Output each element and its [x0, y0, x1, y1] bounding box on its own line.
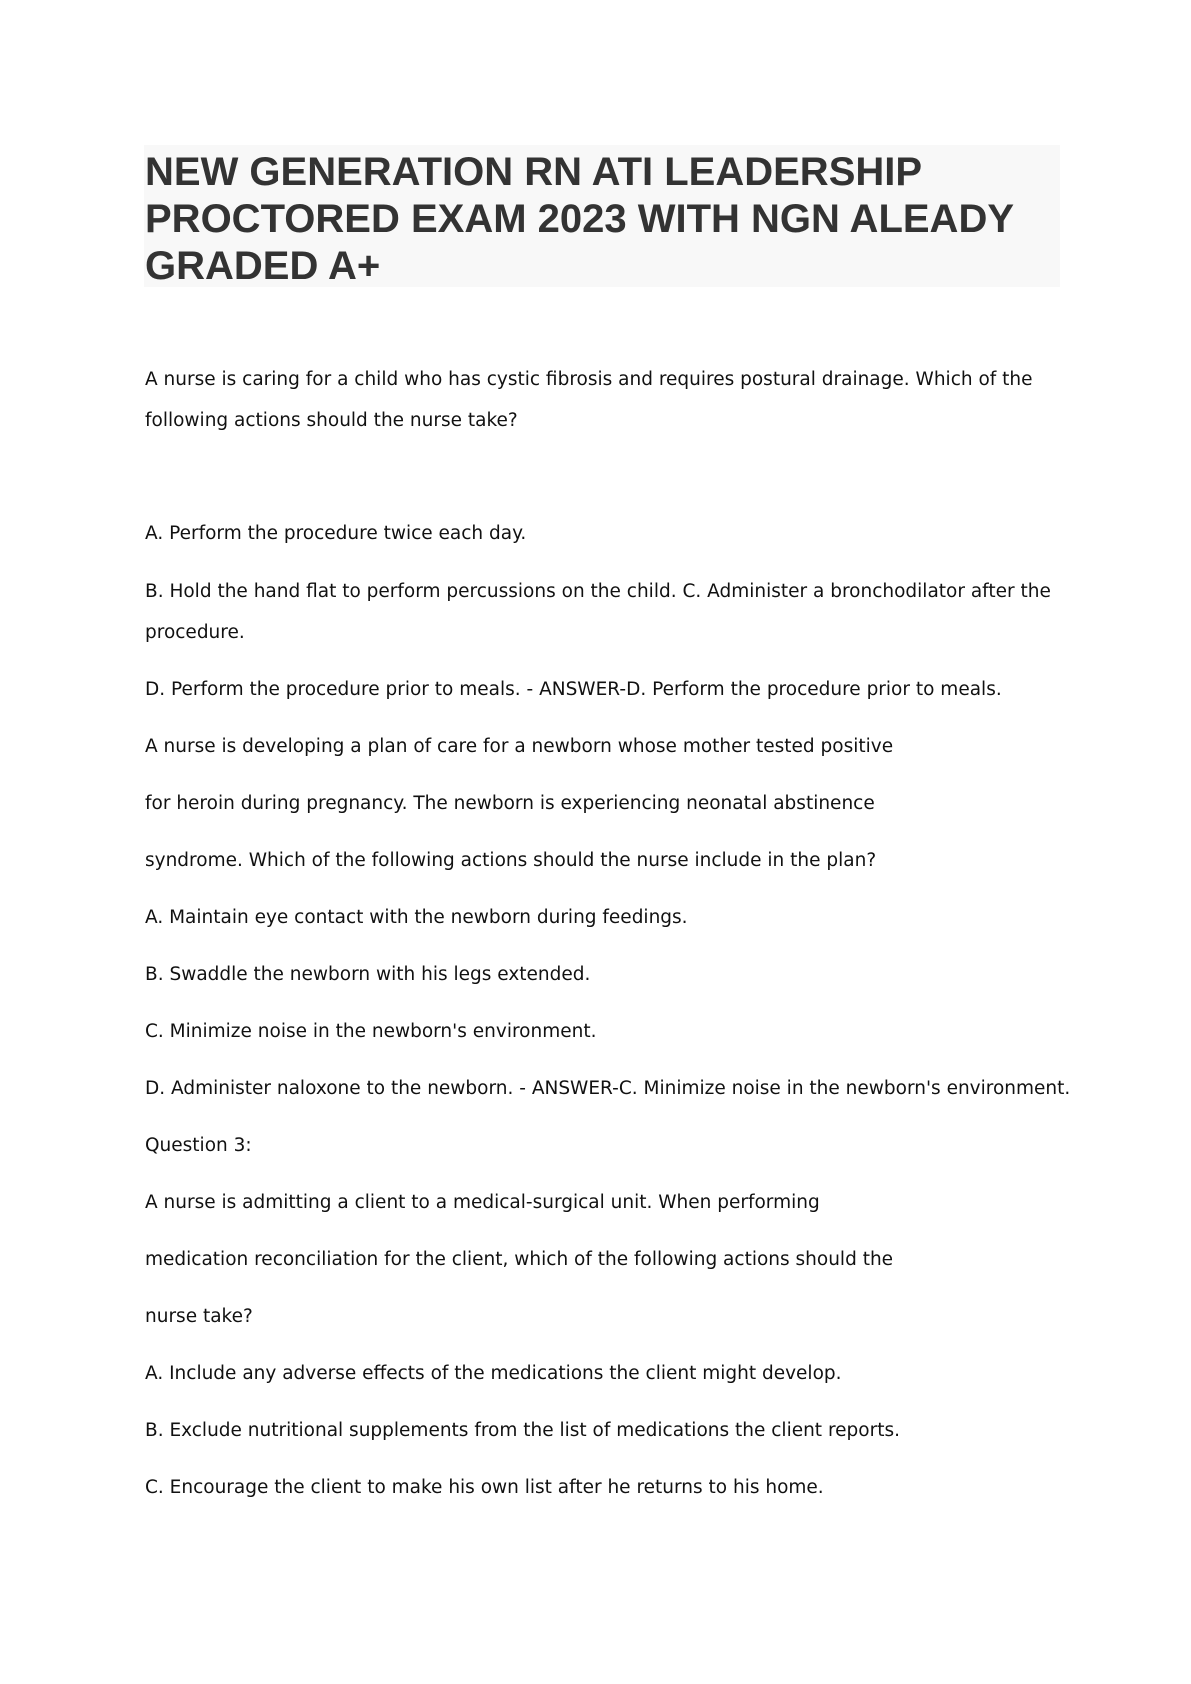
- question-1-option-a: A. Perform the procedure twice each day.: [145, 523, 527, 544]
- question-3-option-c: C. Encourage the client to make his own list after he returns to his home.: [145, 1477, 824, 1498]
- question-3-stem: A nurse is admitting a client to a medical-surgical unit. When performing: [145, 1192, 820, 1213]
- question-2-option-b: B. Swaddle the newborn with his legs extended.: [145, 964, 591, 985]
- question-2-stem-cont-2: syndrome. Which of the following actions should the nurse include in the plan?: [145, 850, 877, 871]
- title-line-2: PROCTORED EXAM 2023 WITH NGN ALEADY: [145, 197, 1015, 241]
- question-3-stem-cont-1: medication reconciliation for the client, which of the following actions should the: [145, 1249, 894, 1270]
- question-2-stem: A nurse is developing a plan of care for a newborn whose mother tested positive: [145, 736, 894, 757]
- question-1-option-b-c: B. Hold the hand flat to perform percussions on the child. C. Administer a bronchodilator after the: [145, 581, 1051, 602]
- question-1-option-d-answer: D. Perform the procedure prior to meals. - ANSWER-D. Perform the procedure prior to meals.: [145, 679, 1002, 700]
- document-title: [144, 145, 1060, 287]
- question-1-stem-cont: following actions should the nurse take?: [145, 410, 518, 431]
- question-3-option-a: A. Include any adverse effects of the medications the client might develop.: [145, 1363, 842, 1384]
- question-3-stem-cont-2: nurse take?: [145, 1306, 253, 1327]
- title-line-1: NEW GENERATION RN ATI LEADERSHIP: [145, 150, 923, 194]
- question-3-option-b: B. Exclude nutritional supplements from the list of medications the client reports.: [145, 1420, 900, 1441]
- question-1-stem: A nurse is caring for a child who has cystic fibrosis and requires postural drainage. Which of the: [145, 369, 1033, 390]
- question-2-option-d-answer: D. Administer naloxone to the newborn. - ANSWER-C. Minimize noise in the newborn's environment.: [145, 1078, 1071, 1099]
- question-1-option-c-cont: procedure.: [145, 622, 245, 643]
- question-2-option-a: A. Maintain eye contact with the newborn during feedings.: [145, 907, 688, 928]
- question-3-heading: Question 3:: [145, 1135, 252, 1156]
- title-line-3: GRADED A+: [145, 244, 381, 288]
- question-2-option-c: C. Minimize noise in the newborn's environment.: [145, 1021, 597, 1042]
- question-2-stem-cont-1: for heroin during pregnancy. The newborn is experiencing neonatal abstinence: [145, 793, 875, 814]
